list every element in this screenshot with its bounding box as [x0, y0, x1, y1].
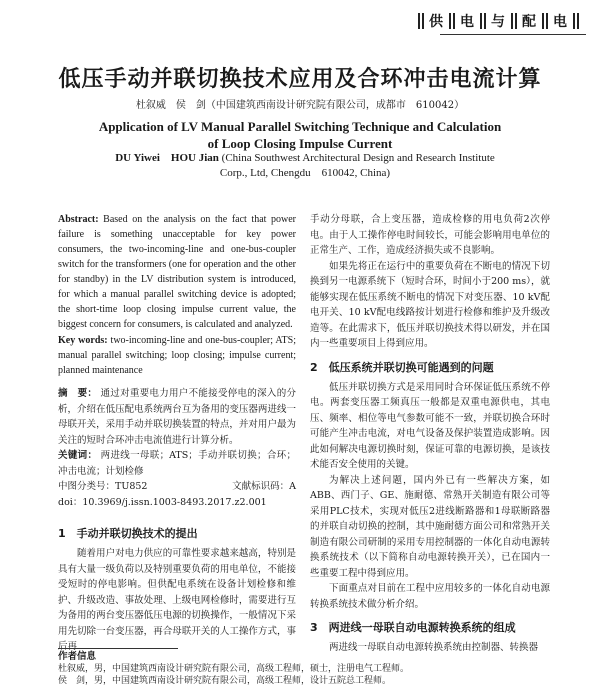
paper-title-en — [40, 118, 560, 152]
footnote-line-2: 侯 剑，男，中国建筑西南设计研究院有限公司，高级工程师，设计五院总工程师。 — [58, 676, 392, 686]
author-names-en: DU Yiwei HOU Jian — [115, 152, 219, 164]
header-bar — [573, 13, 579, 29]
keywords-cn-label: 关键词： — [58, 450, 98, 461]
header-bar — [542, 13, 548, 29]
author-info-footnote — [58, 651, 558, 687]
authors-en — [70, 151, 540, 181]
right-column — [310, 212, 550, 656]
section-1-paragraph: 随着用户对电力供应的可靠性要求越来越高，特别是具有大量一级负荷以及特别重要负荷的用电单位，不能接受短时的停电影响。但供配电系统在设备计划检修和维护、升级改造、事故处理、上级电网检修时，需要进行互为备用的两台变压器低压电源的切换操作，一般情况下采用先切除一台变压器，再合母联开关的人工操作方式，事后再 — [58, 548, 296, 652]
header-char: 与 — [491, 14, 506, 30]
right-paragraph-4: 为解决上述问题，国内外已有一些解决方案，如ABB、西门子、GE、施耐德、常熟开关制造有限公司等采用PLC技术，实现对低压2进线断路器和1母联断路器的并联自动切换的控制，其中施耐德方面公司和常熟开关制造有限公司研制的采用专用控制器的一体化自动电源转换系统技术（以下简称自动电源转换开关），已在国内一些重要工程中得到应用。 — [310, 474, 550, 579]
paper-title-cn: 低压手动并联切换技术应用及合环冲击电流计算 — [58, 67, 542, 92]
abstract-cn-label: 摘 要： — [58, 388, 98, 399]
header-bar — [449, 13, 455, 29]
header-char: 电 — [553, 14, 568, 30]
right-paragraph-6: 两进线一母联自动电源转换系统由控制器、转换器 — [329, 642, 539, 653]
abstract-cn — [58, 386, 296, 448]
left-column — [58, 212, 296, 655]
doi: doi：10.3969/j.issn.1003-8493.2017.z2.001 — [58, 496, 267, 508]
authors-cn: 杜叙威 侯 剑（中国建筑西南设计研究院有限公司，成都市 610042） — [135, 100, 465, 111]
affiliation-en-1: (China Southwest Architectural Design and Research Institute — [221, 152, 495, 164]
section-heading-2: 2 低压系统并联切换可能遇到的问题 — [310, 360, 494, 374]
footnote-line-1: 杜叙威，男，中国建筑西南设计研究院有限公司，高级工程师，硕士，注册电气工程师。 — [58, 664, 410, 674]
title-en-line1: Application of LV Manual Parallel Switching Technique and Calculation — [98, 119, 502, 134]
section-heading-1: 1 手动并联切换技术的提出 — [58, 527, 198, 540]
keywords-cn-text: 两进线一母联；ATS；手动并联切换；合环；冲击电流；计划检修 — [58, 450, 296, 477]
abstract-en-text: Based on the analysis on the fact that power failure is something unacceptable for key power consumers, the two-incoming-line and one-bus-coupler switch for the transformers (one for operation and the other for standby) in the LV distribution system is introduced, for which a manual parallel switching device is adopted; the short-time loop closing impulse current value, the biggest concern for consumers, is calculated and analyzed. — [58, 214, 297, 330]
header-bar — [418, 13, 424, 29]
section-heading-3: 3 两进线一母联自动电源转换系统的组成 — [310, 621, 516, 634]
header-rule — [440, 34, 586, 35]
abstract-cn-text: 通过对重要电力用户不能接受停电的深入的分析，介绍在低压配电系统两台互为备用的变压器两进线一母联开关，采用手动并联切换装置的特点，并对用户最为关注的短时合环冲击电流值进行计算分析。 — [58, 388, 296, 446]
keywords-en-label: Key words: — [58, 335, 108, 346]
right-paragraph-3: 低压并联切换方式是采用同时合环保证低压系统不停电。两套变压器工频真压一般都是双重电源供电，其电压、频率、相位等电气参数可能不一致，并联切换合环时可能产生冲击电流，对电气设备及保护装置造成影响。因此如何解决电源切换时刻，保证可靠的电源切换，是该技术能否安全使用的关键。 — [310, 381, 550, 470]
abstract-en-label: Abstract: — [58, 214, 99, 225]
clc-number: 中图分类号：TU852 — [58, 481, 148, 492]
journal-header — [415, 10, 582, 32]
right-paragraph-1: 手动分母联，合上变压器，造成检修的用电负荷2次停电。由于人工操作停电时间较长，可能会影响用电单位的正常生产、工作，造成经济损失或不良影响。 — [310, 214, 550, 256]
keywords-en — [58, 333, 296, 378]
right-paragraph-5: 下面重点对目前在工程中应用较多的一体化自动电源转换系统技术做分析介绍。 — [310, 583, 550, 610]
footnote-rule — [58, 648, 178, 649]
article-meta — [58, 479, 296, 510]
header-bar — [511, 13, 517, 29]
keywords-en-text: two-incoming-line and one-bus-coupler; ATS; manual parallel switching; loop closing; impulse current; planned maintenance — [58, 335, 296, 376]
title-en-line2: of Loop Closing Impulse Current — [207, 136, 393, 151]
right-paragraph-2: 如果先将正在运行中的重要负荷在不断电的情况下切换到另一电源系统下（短时合环，时间小于200 ms），就能够实现在低压系统不断电的情况下对变压器、10 kV配电开关、10 kV配电线路按计划进行检修和维护及升级改造等。在此需求下，低压并联切换技术得以研发，并在国内一些重要项目上得到应用。 — [310, 260, 550, 349]
keywords-cn — [58, 448, 296, 479]
header-char: 电 — [460, 14, 475, 30]
affiliation-en-2: Corp., Ltd, Chengdu 610042, China) — [219, 167, 391, 179]
footnote-title: 作者信息 — [58, 651, 97, 662]
header-char: 配 — [522, 14, 537, 30]
header-bar — [480, 13, 486, 29]
header-char: 供 — [429, 14, 444, 30]
document-code: 文献标识码：A — [232, 481, 296, 492]
abstract-en — [58, 212, 296, 332]
